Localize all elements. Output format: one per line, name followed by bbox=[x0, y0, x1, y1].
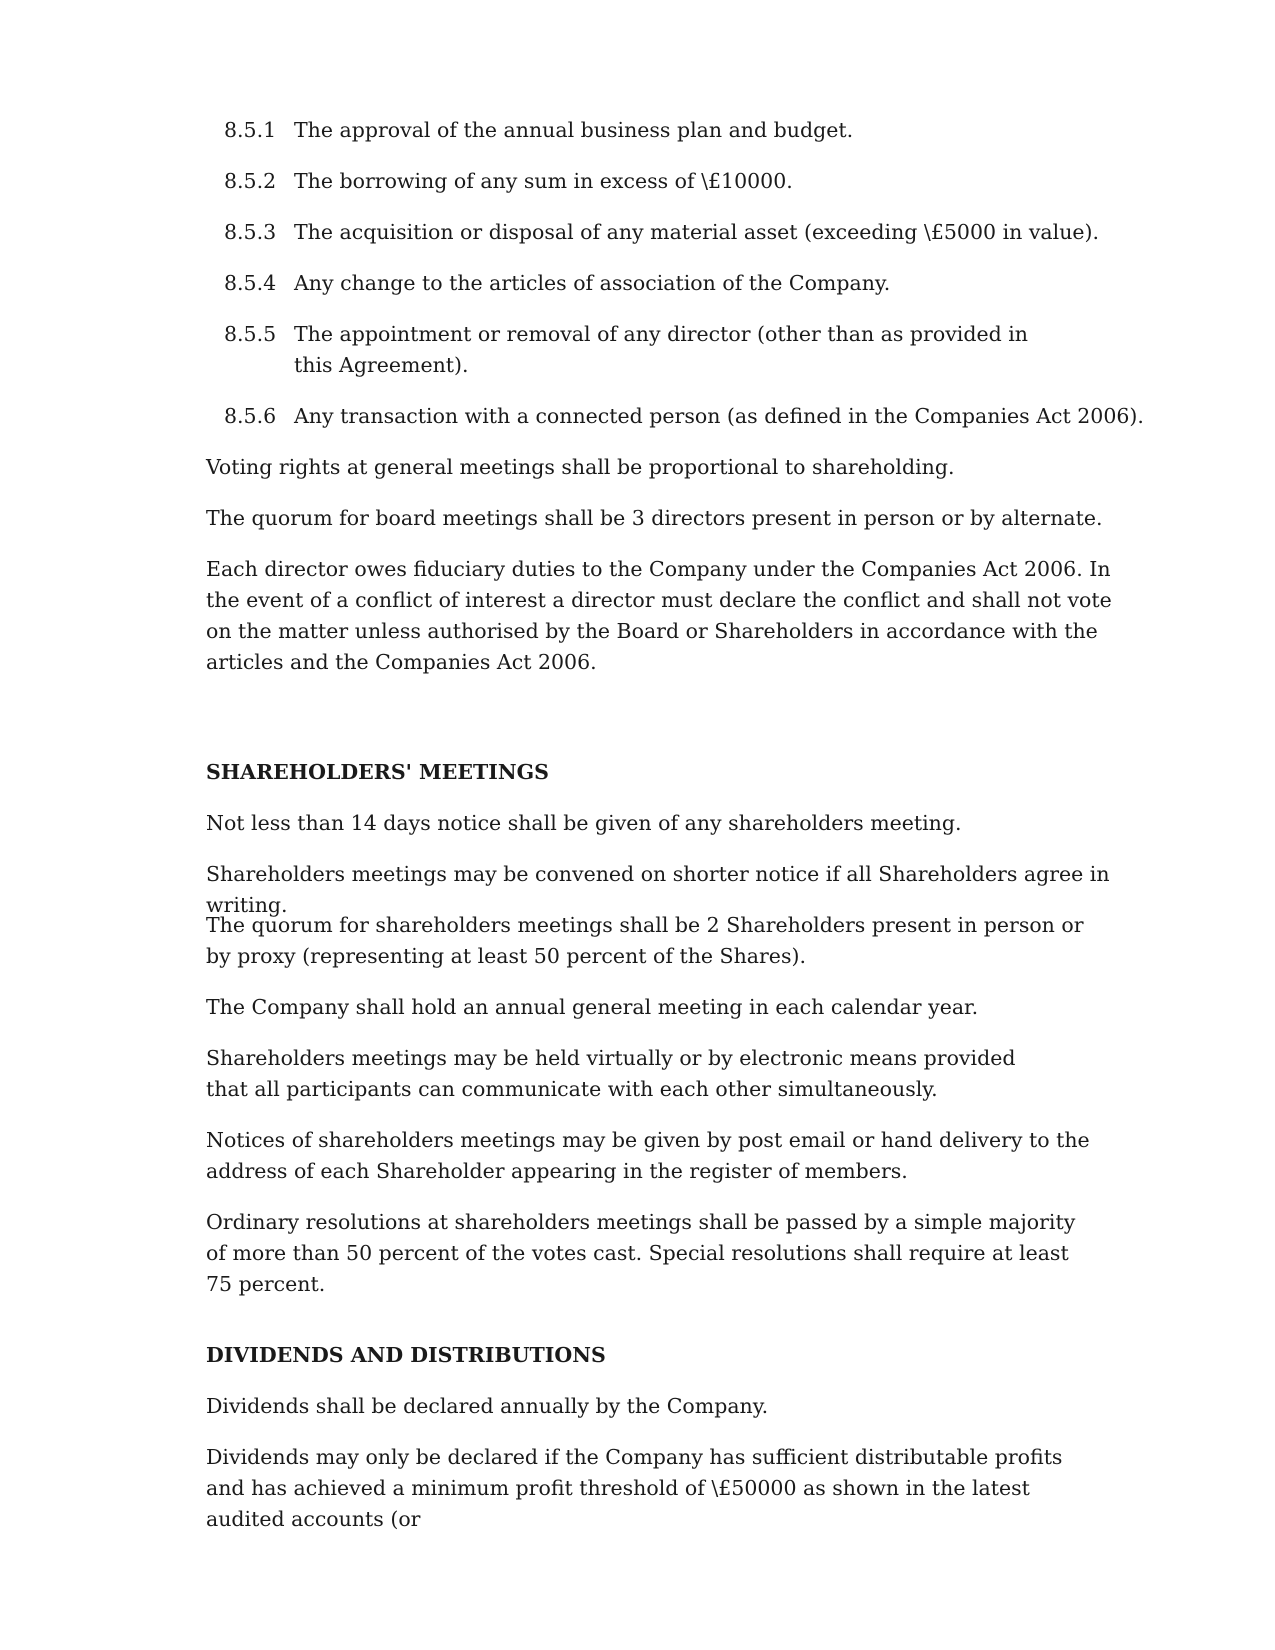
clause-text: Any transaction with a connected person (as defined in the Companies Act 2006). bbox=[294, 404, 1144, 428]
clause-text: Notices of shareholders meetings may be given by post email or hand delivery to the address of each Shareholder appearing in the register of members. bbox=[206, 1128, 1090, 1183]
clause-text: Not less than 14 days notice shall be given of any shareholders meeting. bbox=[206, 811, 962, 835]
clause-text: Any change to the articles of association of the Company. bbox=[294, 271, 891, 295]
clause-text: The appointment or removal of any director (other than as provided in this Agreement). bbox=[294, 322, 1028, 377]
clause-text: The Company shall hold an annual general meeting in each calendar year. bbox=[206, 995, 979, 1019]
clause-text: The acquisition or disposal of any material asset (exceeding \£5000 in value). bbox=[294, 220, 1100, 244]
section-title: SHAREHOLDERS' MEETINGS bbox=[206, 760, 549, 784]
clause-text: Dividends may only be declared if the Company has sufficient distributable profits and has achieved a minimum profit threshold of \£50000 as shown in the latest audited accounts (or bbox=[206, 1445, 1063, 1531]
clause-number: 8.5.3 bbox=[224, 220, 277, 244]
clause-number: 8.5.1 bbox=[224, 118, 277, 142]
clause-number: 8.5.5 bbox=[224, 322, 277, 346]
clause-text: Each director owes fiduciary duties to the Company under the Companies Act 2006. In the event of a conflict of interest a director must declare the conflict and shall not vote on the matter unless authorised by the Board or Shareholders in accordance with the articles and the Companies Act 2006. bbox=[206, 557, 1112, 674]
clause-text: Ordinary resolutions at shareholders meetings shall be passed by a simple majority of more than 50 percent of the votes cast. Special resolutions shall require at least 75 percent. bbox=[206, 1210, 1076, 1296]
clause-number: 8.5.6 bbox=[224, 404, 277, 428]
clause-text: The approval of the annual business plan and budget. bbox=[294, 118, 854, 142]
section-title: DIVIDENDS AND DISTRIBUTIONS bbox=[206, 1343, 606, 1367]
clause-text: The quorum for shareholders meetings shall be 2 Shareholders present in person or by proxy (representing at least 50 percent of the Shares). bbox=[206, 913, 1084, 968]
clause-number: 8.5.2 bbox=[224, 169, 277, 193]
clause-text: The borrowing of any sum in excess of \£10000. bbox=[294, 169, 793, 193]
clause-number: 8.5.4 bbox=[224, 271, 277, 295]
clause-text: The quorum for board meetings shall be 3 directors present in person or by alternate. bbox=[206, 506, 1103, 530]
clause-text: Shareholders meetings may be held virtually or by electronic means provided that all participants can communicate with each other simultaneously. bbox=[206, 1046, 1016, 1101]
clause-text: Shareholders meetings may be convened on shorter notice if all Shareholders agree in writing. bbox=[206, 862, 1110, 917]
clause-text: Dividends shall be declared annually by the Company. bbox=[206, 1394, 769, 1418]
clause-text: Voting rights at general meetings shall be proportional to shareholding. bbox=[206, 455, 955, 479]
